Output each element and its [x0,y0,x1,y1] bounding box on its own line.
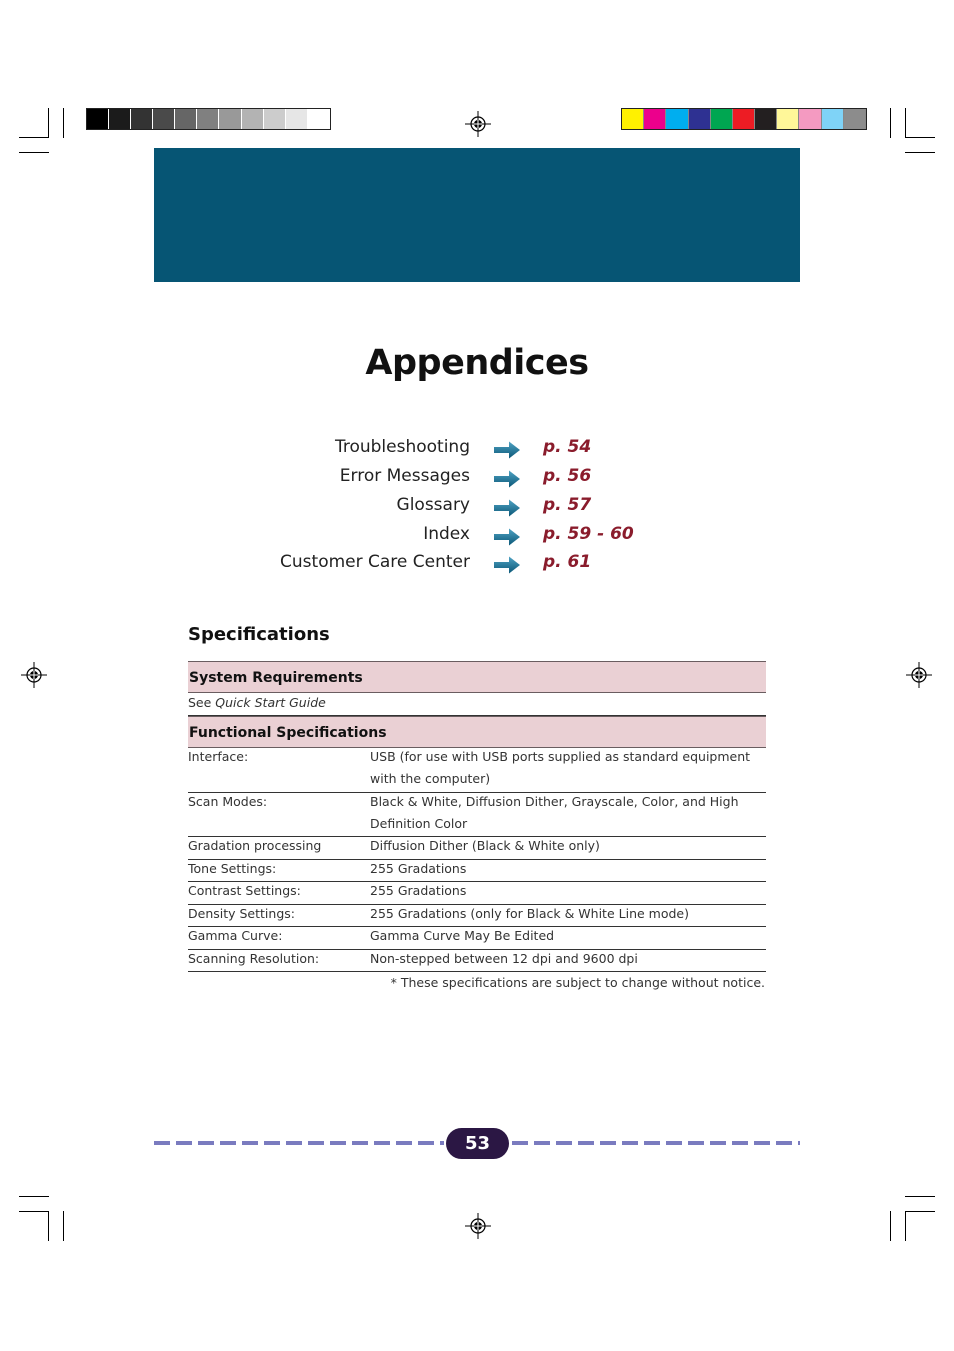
spec-value: 255 Gradations [370,883,467,898]
table-row [188,905,766,927]
crop-mark [19,1211,49,1212]
spec-key: Gamma Curve: [188,928,283,943]
toc-item-label: Glossary [396,495,470,515]
color-swatch [799,109,821,129]
toc-item-page: p. 61 [543,552,592,572]
toc-item-label: Troubleshooting [334,437,470,457]
arrow-right-icon [493,527,521,547]
toc-item [0,495,954,521]
footnote: * These specifications are subject to change without notice. [390,975,765,990]
color-swatch [153,109,175,129]
crop-mark [19,1196,49,1197]
table-row [188,837,766,860]
crop-mark [63,1211,64,1241]
color-swatch [755,109,777,129]
color-swatch [175,109,197,129]
functional-specifications-header: Functional Specifications [188,716,766,748]
color-swatch [844,109,866,129]
spec-value: 255 Gradations (only for Black & White Line mode) [370,906,689,921]
color-swatch [264,109,286,129]
color-swatch [308,109,330,129]
color-swatch [286,109,308,129]
table-row [188,927,766,950]
crop-mark [890,108,891,138]
crop-mark [63,108,64,138]
toc-item-page: p. 59 - 60 [543,524,634,544]
page-number-badge: 53 [446,1128,509,1159]
spec-value: Black & White, Diffusion Dither, Grayscale, Color, and High Definition Color [370,794,739,831]
color-swatch [131,109,153,129]
system-requirements-row [188,693,766,716]
crop-mark [890,1211,891,1241]
spec-key: Gradation processing [188,838,322,853]
system-requirements-header: System Requirements [188,661,766,693]
toc-item [0,466,954,492]
toc-item-label: Error Messages [339,466,470,486]
process-color-bar [621,108,867,130]
toc-item-label: Index [423,524,470,544]
toc-item-page: p. 57 [543,495,592,515]
color-swatch [822,109,844,129]
color-swatch [219,109,241,129]
table-row [188,793,766,837]
color-swatch [644,109,666,129]
spec-value: USB (for use with USB ports supplied as standard equipment with the computer) [370,749,751,786]
crop-mark [19,137,49,138]
color-swatch [689,109,711,129]
spec-key: Tone Settings: [188,861,277,876]
registration-mark-icon [465,111,491,137]
color-swatch [197,109,219,129]
see-text: See [188,695,216,710]
spec-key: Density Settings: [188,906,295,921]
arrow-right-icon [493,498,521,518]
registration-mark-icon [21,662,47,688]
functional-specifications-section [188,716,766,972]
grayscale-color-bar [86,108,331,130]
footer-rule-right [512,1141,800,1145]
crop-mark [905,152,935,153]
spec-value: Non-stepped between 12 dpi and 9600 dpi [370,951,638,966]
table-row [188,950,766,972]
color-swatch [622,109,644,129]
chapter-banner [154,148,800,282]
color-swatch [777,109,799,129]
color-swatch [666,109,688,129]
table-row [188,860,766,882]
spec-key: Contrast Settings: [188,883,301,898]
crop-mark [905,1211,906,1241]
arrow-right-icon [493,469,521,489]
table-row [188,882,766,905]
spec-value: Diffusion Dither (Black & White only) [370,838,600,853]
toc-item [0,437,954,463]
specifications-heading: Specifications [188,624,330,645]
color-swatch [87,109,109,129]
page-title: Appendices [365,343,589,383]
spec-value: Gamma Curve May Be Edited [370,928,555,943]
crop-mark [905,137,935,138]
crop-mark [905,1211,935,1212]
quick-start-guide-ref: Quick Start Guide [215,695,326,710]
toc-item-page: p. 54 [543,437,592,457]
registration-mark-icon [465,1213,491,1239]
arrow-right-icon [493,555,521,575]
color-swatch [242,109,264,129]
system-requirements-section [188,661,766,716]
spec-key: Scanning Resolution: [188,951,320,966]
crop-mark [48,108,49,138]
specifications-table [188,748,766,972]
color-swatch [733,109,755,129]
crop-mark [19,152,49,153]
crop-mark [905,108,906,138]
table-row [188,748,766,793]
color-swatch [109,109,131,129]
toc-item [0,552,954,578]
spec-key: Interface: [188,749,249,764]
toc-item [0,524,954,550]
spec-value: 255 Gradations [370,861,467,876]
crop-mark [48,1211,49,1241]
toc-item-page: p. 56 [543,466,592,486]
footer-rule-left [154,1141,444,1145]
crop-mark [905,1196,935,1197]
spec-key: Scan Modes: [188,794,268,809]
toc-item-label: Customer Care Center [280,552,470,572]
color-swatch [711,109,733,129]
arrow-right-icon [493,440,521,460]
registration-mark-icon [906,662,932,688]
